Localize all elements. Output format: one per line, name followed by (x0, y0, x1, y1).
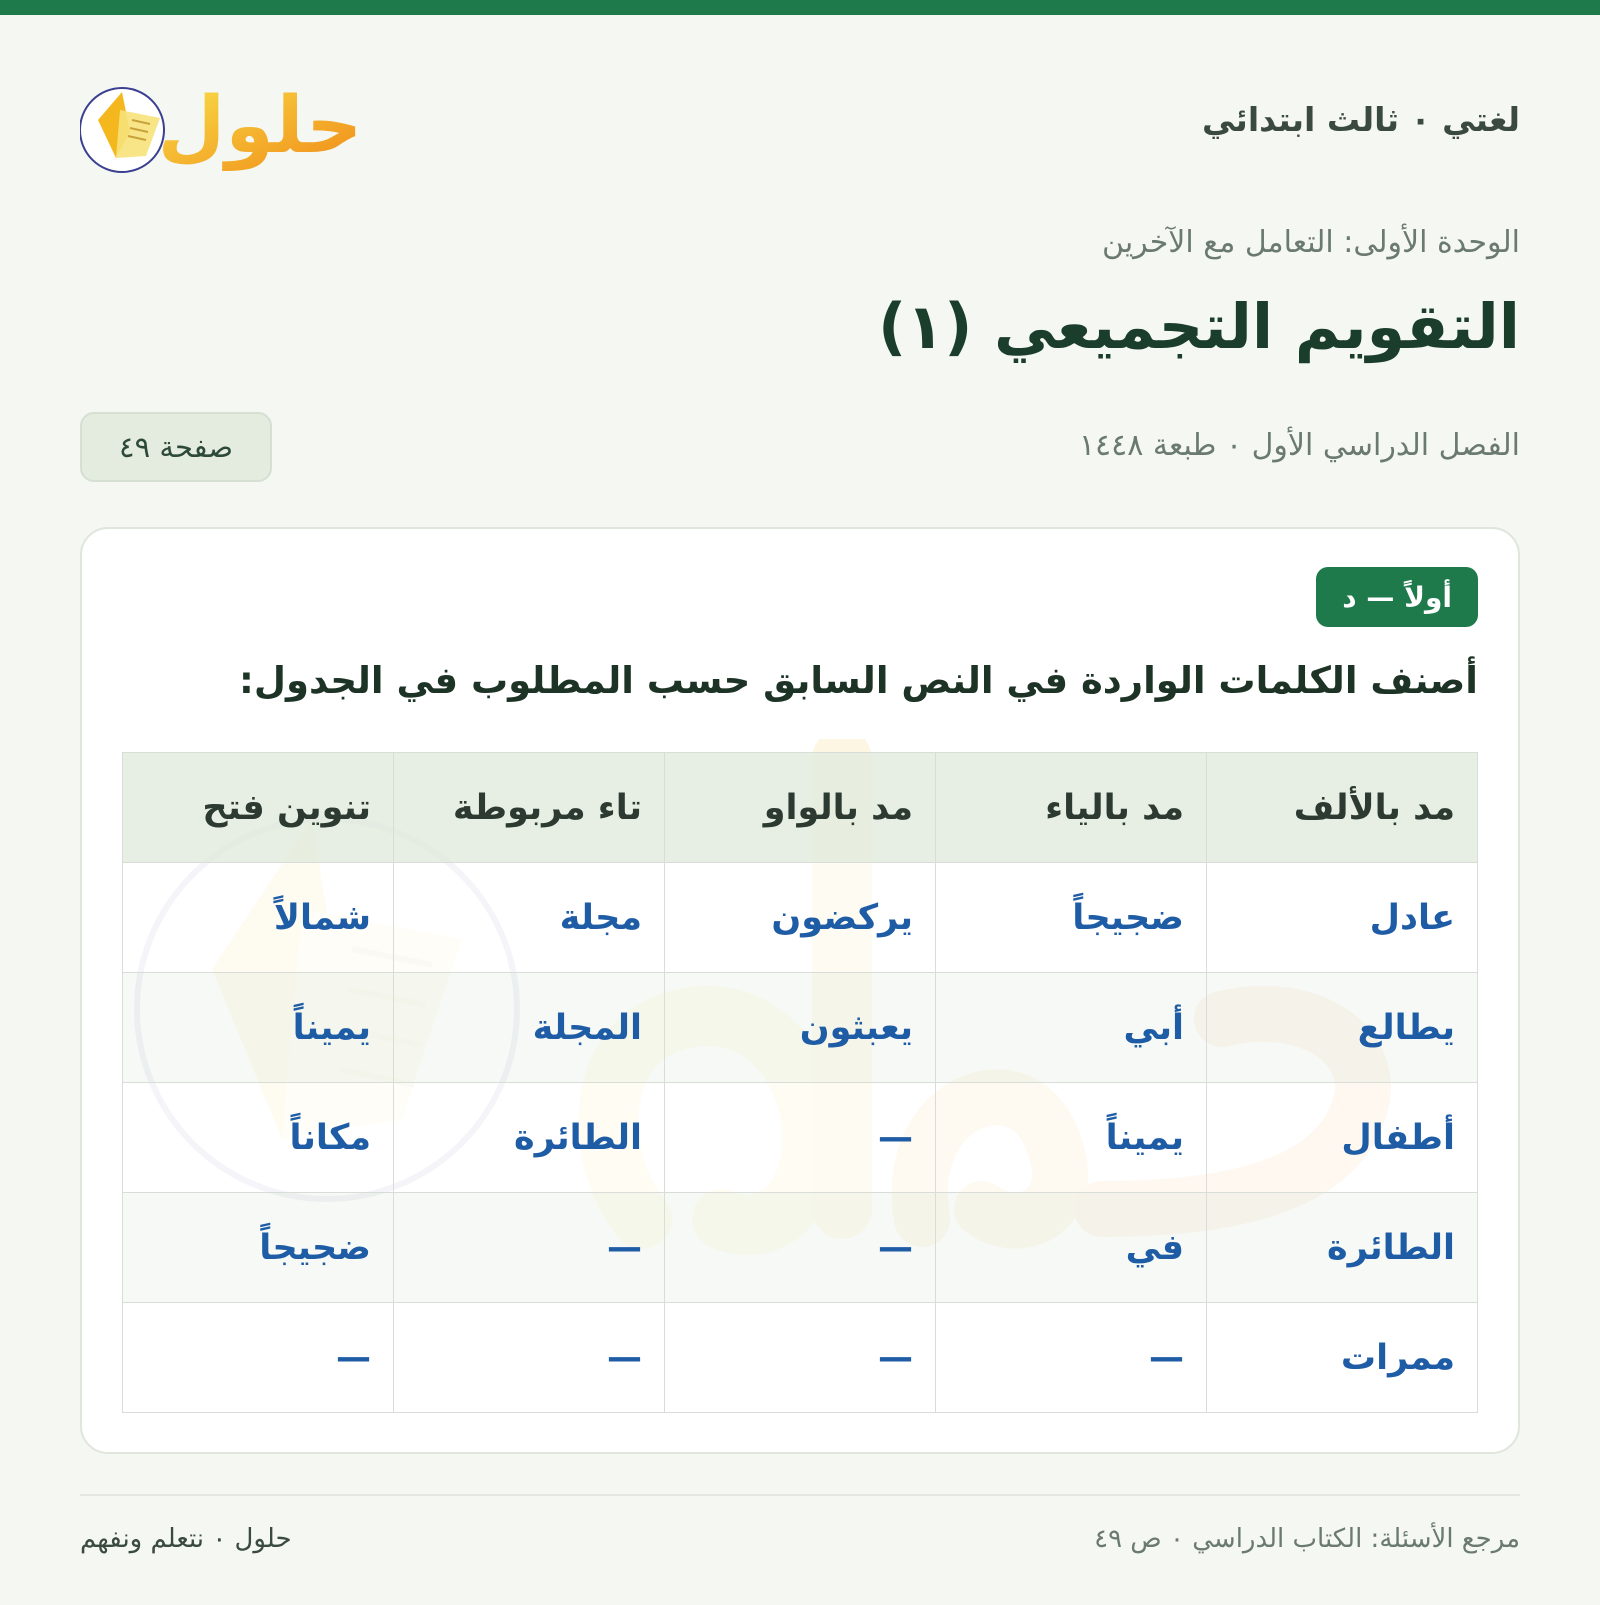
table-cell: يميناً (123, 973, 394, 1083)
table-cell: مجلة (394, 863, 665, 973)
table-cell: يعبثون (665, 973, 936, 1083)
table-cell: الطائرة (1207, 1193, 1478, 1303)
table-cell: يميناً (936, 1083, 1207, 1193)
question-text: أصنف الكلمات الواردة في النص السابق حسب المطلوب في الجدول: (239, 659, 1478, 702)
table-cell: يركضون (665, 863, 936, 973)
table-cell: — (394, 1193, 665, 1303)
footer-brand: حلول ٠ نتعلم ونفهم (80, 1524, 292, 1554)
table-header-row (123, 753, 1478, 863)
column-header: مد بالياء (936, 753, 1207, 863)
table-cell: ضجيجاً (936, 863, 1207, 973)
table-cell: — (123, 1303, 394, 1413)
table-cell: — (665, 1193, 936, 1303)
table-cell: ممرات (1207, 1303, 1478, 1413)
table-cell: شمالاً (123, 863, 394, 973)
table-cell: أبي (936, 973, 1207, 1083)
logo-wordmark: حلول (157, 81, 363, 171)
column-header: تاء مربوطة (394, 753, 665, 863)
table-cell: — (394, 1303, 665, 1413)
column-header: مد بالألف (1207, 753, 1478, 863)
table-cell: أطفال (1207, 1083, 1478, 1193)
table-cell: مكاناً (123, 1083, 394, 1193)
table-cell: — (936, 1303, 1207, 1413)
table-row (123, 863, 1478, 973)
section-badge: أولاً — د (1316, 567, 1478, 627)
classification-table (122, 752, 1478, 1413)
column-header: تنوين فتح (123, 753, 394, 863)
table-row (123, 1193, 1478, 1303)
footer-reference: مرجع الأسئلة: الكتاب الدراسي ٠ ص ٤٩ (1094, 1524, 1520, 1554)
table-cell: الطائرة (394, 1083, 665, 1193)
logo-graphic (80, 70, 370, 180)
table-cell: في (936, 1193, 1207, 1303)
page-title: التقويم التجميعي (١) (877, 290, 1520, 363)
table-cell: — (665, 1303, 936, 1413)
table-cell: المجلة (394, 973, 665, 1083)
table-cell: عادل (1207, 863, 1478, 973)
table-row (123, 1083, 1478, 1193)
subject-title: لغتي ٠ ثالث ابتدائي (1202, 100, 1520, 139)
hulool-logo (80, 70, 370, 180)
table-cell: — (665, 1083, 936, 1193)
table-row (123, 973, 1478, 1083)
unit-title: الوحدة الأولى: التعامل مع الآخرين (1101, 225, 1520, 260)
term-info: الفصل الدراسي الأول ٠ طبعة ١٤٤٨ (1078, 428, 1520, 463)
table-cell: ضجيجاً (123, 1193, 394, 1303)
footer-divider (80, 1494, 1520, 1496)
page-number-badge: صفحة ٤٩ (80, 412, 272, 482)
top-accent-bar (0, 0, 1600, 15)
page-header (80, 70, 1520, 180)
table-row (123, 1303, 1478, 1413)
exercise-card (80, 527, 1520, 1454)
table-cell: يطالع (1207, 973, 1478, 1083)
column-header: مد بالواو (665, 753, 936, 863)
